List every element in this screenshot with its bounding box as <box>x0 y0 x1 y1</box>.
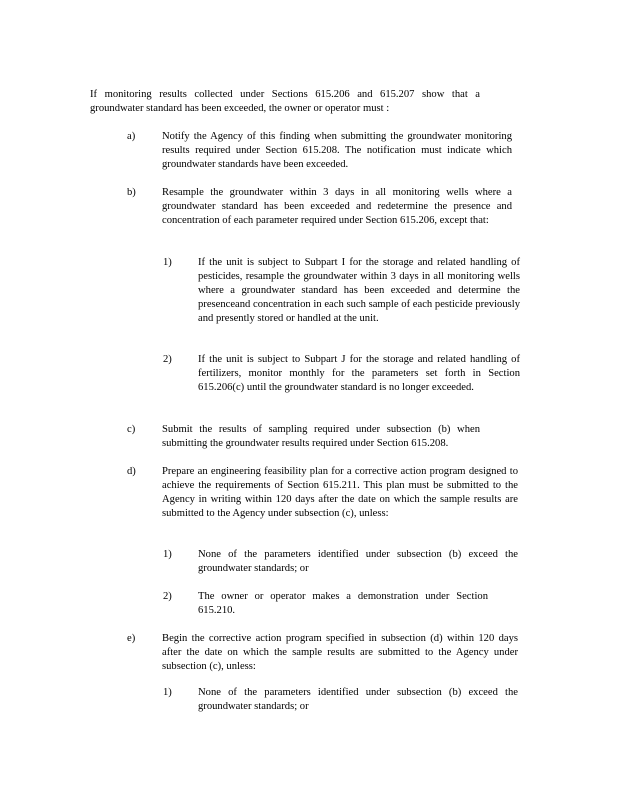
subsection-marker: a) <box>127 131 136 142</box>
subsection-text: If the unit is subject to Subpart I for the storage and related handling of pesticides, resample the groundwater within 3 days in all monitoring wells where a groundwater standard has been exceeded and determine the presenceand concentration in each such sample of each pesticide previously and presently stored or handled at the unit. <box>198 257 520 324</box>
subsection-marker: 1) <box>163 549 172 560</box>
subsection-marker: d) <box>127 466 136 477</box>
subsection-marker: 2) <box>163 591 172 602</box>
subsection-text: If the unit is subject to Subpart J for the storage and related handling of fertilizers, monitor monthly for the parameters set forth in Section 615.206(c) until the groundwater standard is no longer exceeded. <box>198 354 520 393</box>
subsection-marker: 2) <box>163 354 172 365</box>
subsection-marker: e) <box>127 633 136 644</box>
subsection-text: Notify the Agency of this finding when submitting the groundwater monitoring results required under Section 615.208. The notification must indicate which groundwater standards have been exceeded. <box>162 131 512 170</box>
subsection-text: None of the parameters identified under subsection (b) exceed the groundwater standards; or <box>198 687 518 712</box>
subsection-text: Prepare an engineering feasibility plan for a corrective action program designed to achieve the requirements of Section 615.211. This plan must be submitted to the Agency in writing within 120 days after the date on which the sample results are submitted to the Agency under subsection (c), unless: <box>162 466 518 519</box>
subsection-text: Resample the groundwater within 3 days in all monitoring wells where a groundwater standard has been exceeded and redetermine the presence and concentration of each parameter required under Section 615.206, except that: <box>162 187 512 226</box>
subsection-text: None of the parameters identified under subsection (b) exceed the groundwater standards; or <box>198 549 518 574</box>
subsection-text: The owner or operator makes a demonstration under Section 615.210. <box>198 591 488 616</box>
subsection-text: Submit the results of sampling required under subsection (b) when submitting the groundwater results required under Section 615.208. <box>162 424 480 449</box>
subsection-marker: 1) <box>163 687 172 698</box>
intro-paragraph: If monitoring results collected under Sections 615.206 and 615.207 show that a groundwater standard has been exceeded, the owner or operator must : <box>90 89 480 114</box>
subsection-marker: c) <box>127 424 136 435</box>
subsection-marker: 1) <box>163 257 172 268</box>
subsection-text: Begin the corrective action program specified in subsection (d) within 120 days after the date on which the sample results are submitted to the Agency under subsection (c), unless: <box>162 633 518 672</box>
subsection-marker: b) <box>127 187 136 198</box>
